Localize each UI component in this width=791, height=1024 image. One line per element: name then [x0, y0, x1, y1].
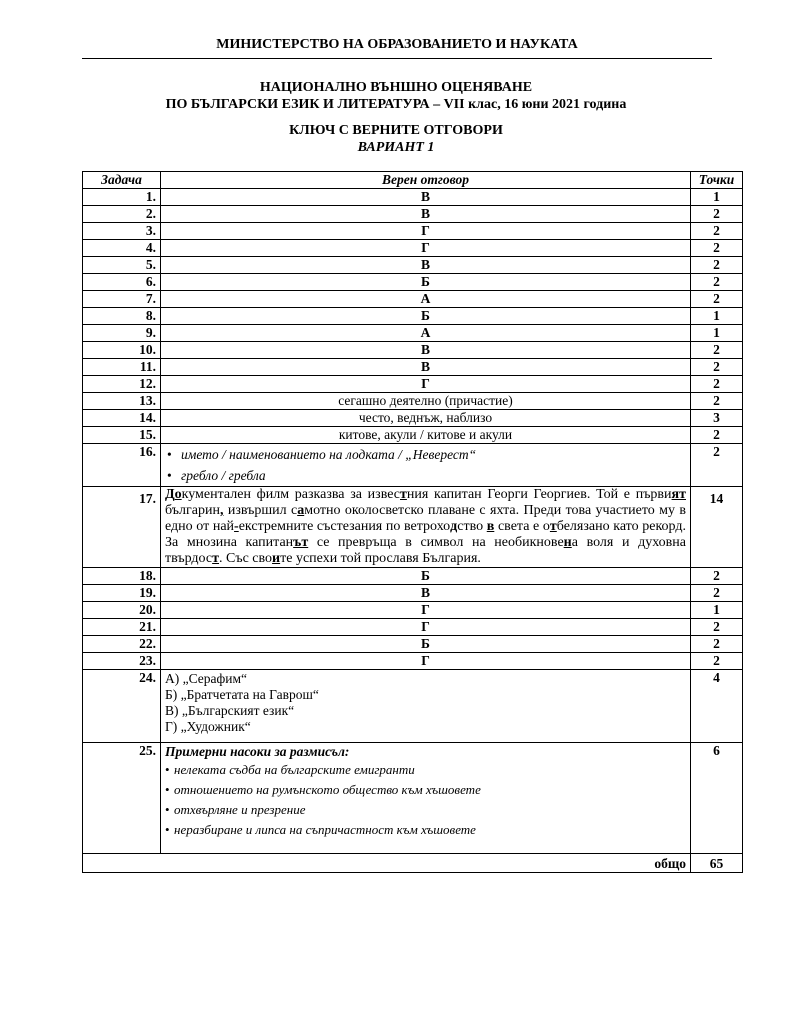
answer-line: Г) „Художник“ — [165, 719, 251, 734]
points-cell: 2 — [691, 291, 743, 308]
text-part: д — [450, 519, 458, 534]
task-number: 11. — [83, 359, 161, 376]
points-cell: 2 — [691, 359, 743, 376]
answer-cell: Б — [161, 308, 691, 325]
task-number: 10. — [83, 342, 161, 359]
table-row — [83, 342, 743, 359]
task-number: 24. — [83, 670, 161, 743]
table-row — [83, 568, 743, 585]
text-part: кументален филм разказва за извес — [181, 487, 401, 502]
task-number: 1. — [83, 189, 161, 206]
answer-cell — [161, 743, 691, 854]
table-row — [83, 636, 743, 653]
table-row — [83, 427, 743, 444]
answer-cell: сегашно деятелно (причастие) — [161, 393, 691, 410]
task-number: 22. — [83, 636, 161, 653]
points-cell: 2 — [691, 342, 743, 359]
answer-cell: Г — [161, 223, 691, 240]
task-number: 4. — [83, 240, 161, 257]
points-cell: 2 — [691, 427, 743, 444]
points-cell: 1 — [691, 189, 743, 206]
total-label: общо — [83, 854, 691, 873]
answer-cell: Б — [161, 568, 691, 585]
points-cell: 1 — [691, 325, 743, 342]
text-part: българин — [165, 503, 220, 518]
table-row — [83, 274, 743, 291]
table-row — [83, 376, 743, 393]
total-points: 65 — [691, 854, 743, 873]
task-number: 5. — [83, 257, 161, 274]
text-part: ния капитан Георги Георгиев. Той е първи — [406, 487, 672, 502]
text-part: т — [549, 519, 557, 534]
task-number: 9. — [83, 325, 161, 342]
table-row — [83, 653, 743, 670]
task-number: 20. — [83, 602, 161, 619]
total-row — [83, 854, 743, 873]
text-part: света е о — [494, 519, 550, 534]
exam-subtitle: ПО БЪЛГАРСКИ ЕЗИК И ЛИТЕРАТУРА – VII клас, 16 юни 2021 година — [165, 97, 627, 112]
table-row — [83, 743, 743, 854]
text-part: екстремните състезания по ветрохо — [238, 519, 451, 534]
points-cell: 2 — [691, 376, 743, 393]
text-part: мотно околосветско плаване с яхта. Преди това — [304, 503, 592, 518]
answer-key-title: КЛЮЧ С ВЕРНИТЕ ОТГОВОРИ — [289, 123, 503, 138]
answer-bullet: • името / наименованието на лодката / „Неверест“ — [165, 444, 686, 465]
points-cell: 14 — [691, 487, 743, 568]
task-number: 25. — [83, 743, 161, 854]
answer-cell: Г — [161, 602, 691, 619]
points-cell: 2 — [691, 206, 743, 223]
task-number: 18. — [83, 568, 161, 585]
answer-bullet: • гребло / гребла — [165, 465, 686, 486]
task-number: 21. — [83, 619, 161, 636]
table-row — [83, 602, 743, 619]
task-number: 3. — [83, 223, 161, 240]
table-row — [83, 206, 743, 223]
text-part: ство — [457, 519, 487, 534]
task-number: 6. — [83, 274, 161, 291]
column-header-answer: Верен отговор — [161, 172, 691, 189]
table-row — [83, 670, 743, 743]
answer-cell: В — [161, 342, 691, 359]
text-part: ят — [671, 487, 686, 502]
table-row — [83, 410, 743, 427]
table-row — [83, 257, 743, 274]
task-number: 19. — [83, 585, 161, 602]
answer-cell: Г — [161, 653, 691, 670]
answer-cell: В — [161, 189, 691, 206]
points-cell: 1 — [691, 602, 743, 619]
task-number: 16. — [83, 444, 161, 487]
guide-bullet: • неразбиране и липса на съпричастност към хъшовете — [165, 820, 686, 840]
points-cell: 2 — [691, 653, 743, 670]
table-row — [83, 487, 743, 568]
text-part: те успехи той прославя България. — [280, 551, 481, 566]
text-part: , — [219, 503, 224, 518]
variant-label: ВАРИАНТ 1 — [357, 140, 435, 155]
text-part: а воля и духовна твърдос — [165, 535, 686, 566]
answer-line: А) „Серафим“ — [165, 671, 248, 686]
guide-bullet: • отношението на румънското общество към хъшовете — [165, 780, 686, 800]
ministry-name: МИНИСТЕРСТВО НА ОБРАЗОВАНИЕТО И НАУКАТА — [216, 37, 578, 52]
points-cell: 2 — [691, 568, 743, 585]
table-row — [83, 619, 743, 636]
text-part: н — [563, 535, 572, 550]
points-cell: 2 — [691, 274, 743, 291]
answer-cell: В — [161, 585, 691, 602]
table-row — [83, 240, 743, 257]
answer-key-table — [82, 171, 743, 873]
answer-cell: А — [161, 325, 691, 342]
text-part: о — [174, 487, 182, 502]
points-cell: 2 — [691, 444, 743, 487]
text-part: ът — [293, 535, 309, 550]
answer-cell: Г — [161, 619, 691, 636]
points-cell: 4 — [691, 670, 743, 743]
guide-bullet: • нелеката съдба на българските емигранти — [165, 760, 686, 780]
task-number: 13. — [83, 393, 161, 410]
table-row — [83, 585, 743, 602]
text-part: белязано като рекорд. За мнозина капитан — [165, 519, 686, 550]
text-part: - — [234, 519, 239, 534]
task-number: 2. — [83, 206, 161, 223]
task-number: 17. — [83, 487, 161, 568]
answer-cell: Г — [161, 240, 691, 257]
text-part: т — [212, 551, 220, 566]
text-part: в — [486, 519, 495, 534]
table-row — [83, 444, 743, 487]
task-number: 23. — [83, 653, 161, 670]
task-number: 14. — [83, 410, 161, 427]
table-row — [83, 308, 743, 325]
answer-cell: Г — [161, 376, 691, 393]
points-cell: 2 — [691, 619, 743, 636]
answer-cell: В — [161, 359, 691, 376]
points-cell: 2 — [691, 257, 743, 274]
guide-heading: Примерни насоки за размисъл: — [165, 744, 350, 759]
answer-cell: Б — [161, 274, 691, 291]
text-part: извършил с — [223, 503, 298, 518]
points-cell: 2 — [691, 240, 743, 257]
answer-cell: А — [161, 291, 691, 308]
points-cell: 6 — [691, 743, 743, 854]
text-part: участието му в едно от най — [165, 503, 687, 534]
exam-title: НАЦИОНАЛНО ВЪНШНО ОЦЕНЯВАНЕ — [259, 80, 533, 95]
table-row — [83, 393, 743, 410]
answer-line: Б) „Братчетата на Гаврош“ — [165, 687, 319, 702]
guide-bullet: • отхвърляне и презрение — [165, 800, 686, 820]
answer-cell: китове, акули / китове и акули — [161, 427, 691, 444]
text-part: Д — [165, 487, 175, 502]
answer-line: В) „Българският език“ — [165, 703, 295, 718]
text-part: т — [400, 487, 407, 502]
answer-cell: В — [161, 257, 691, 274]
corrected-text-cell — [161, 487, 691, 568]
points-cell: 2 — [691, 223, 743, 240]
points-cell: 3 — [691, 410, 743, 427]
table-row — [83, 291, 743, 308]
points-cell: 2 — [691, 393, 743, 410]
table-row — [83, 189, 743, 206]
points-cell: 1 — [691, 308, 743, 325]
header-divider — [82, 58, 712, 59]
points-cell: 2 — [691, 636, 743, 653]
table-header-row — [83, 172, 743, 189]
table-row — [83, 359, 743, 376]
text-part: а — [297, 503, 305, 518]
answer-cell: В — [161, 206, 691, 223]
task-number: 15. — [83, 427, 161, 444]
answer-cell: Б — [161, 636, 691, 653]
points-cell: 2 — [691, 585, 743, 602]
text-part: и — [272, 551, 281, 566]
table-row — [83, 325, 743, 342]
answer-cell: често, веднъж, наблизо — [161, 410, 691, 427]
answer-cell — [161, 444, 691, 487]
table-row — [83, 223, 743, 240]
column-header-task: Задача — [83, 172, 161, 189]
answer-cell — [161, 670, 691, 743]
task-number: 7. — [83, 291, 161, 308]
column-header-points: Точки — [691, 172, 743, 189]
task-number: 8. — [83, 308, 161, 325]
text-part: . Със сво — [219, 551, 273, 566]
text-part: се превръща в символ на необикнове — [308, 535, 564, 550]
task-number: 12. — [83, 376, 161, 393]
